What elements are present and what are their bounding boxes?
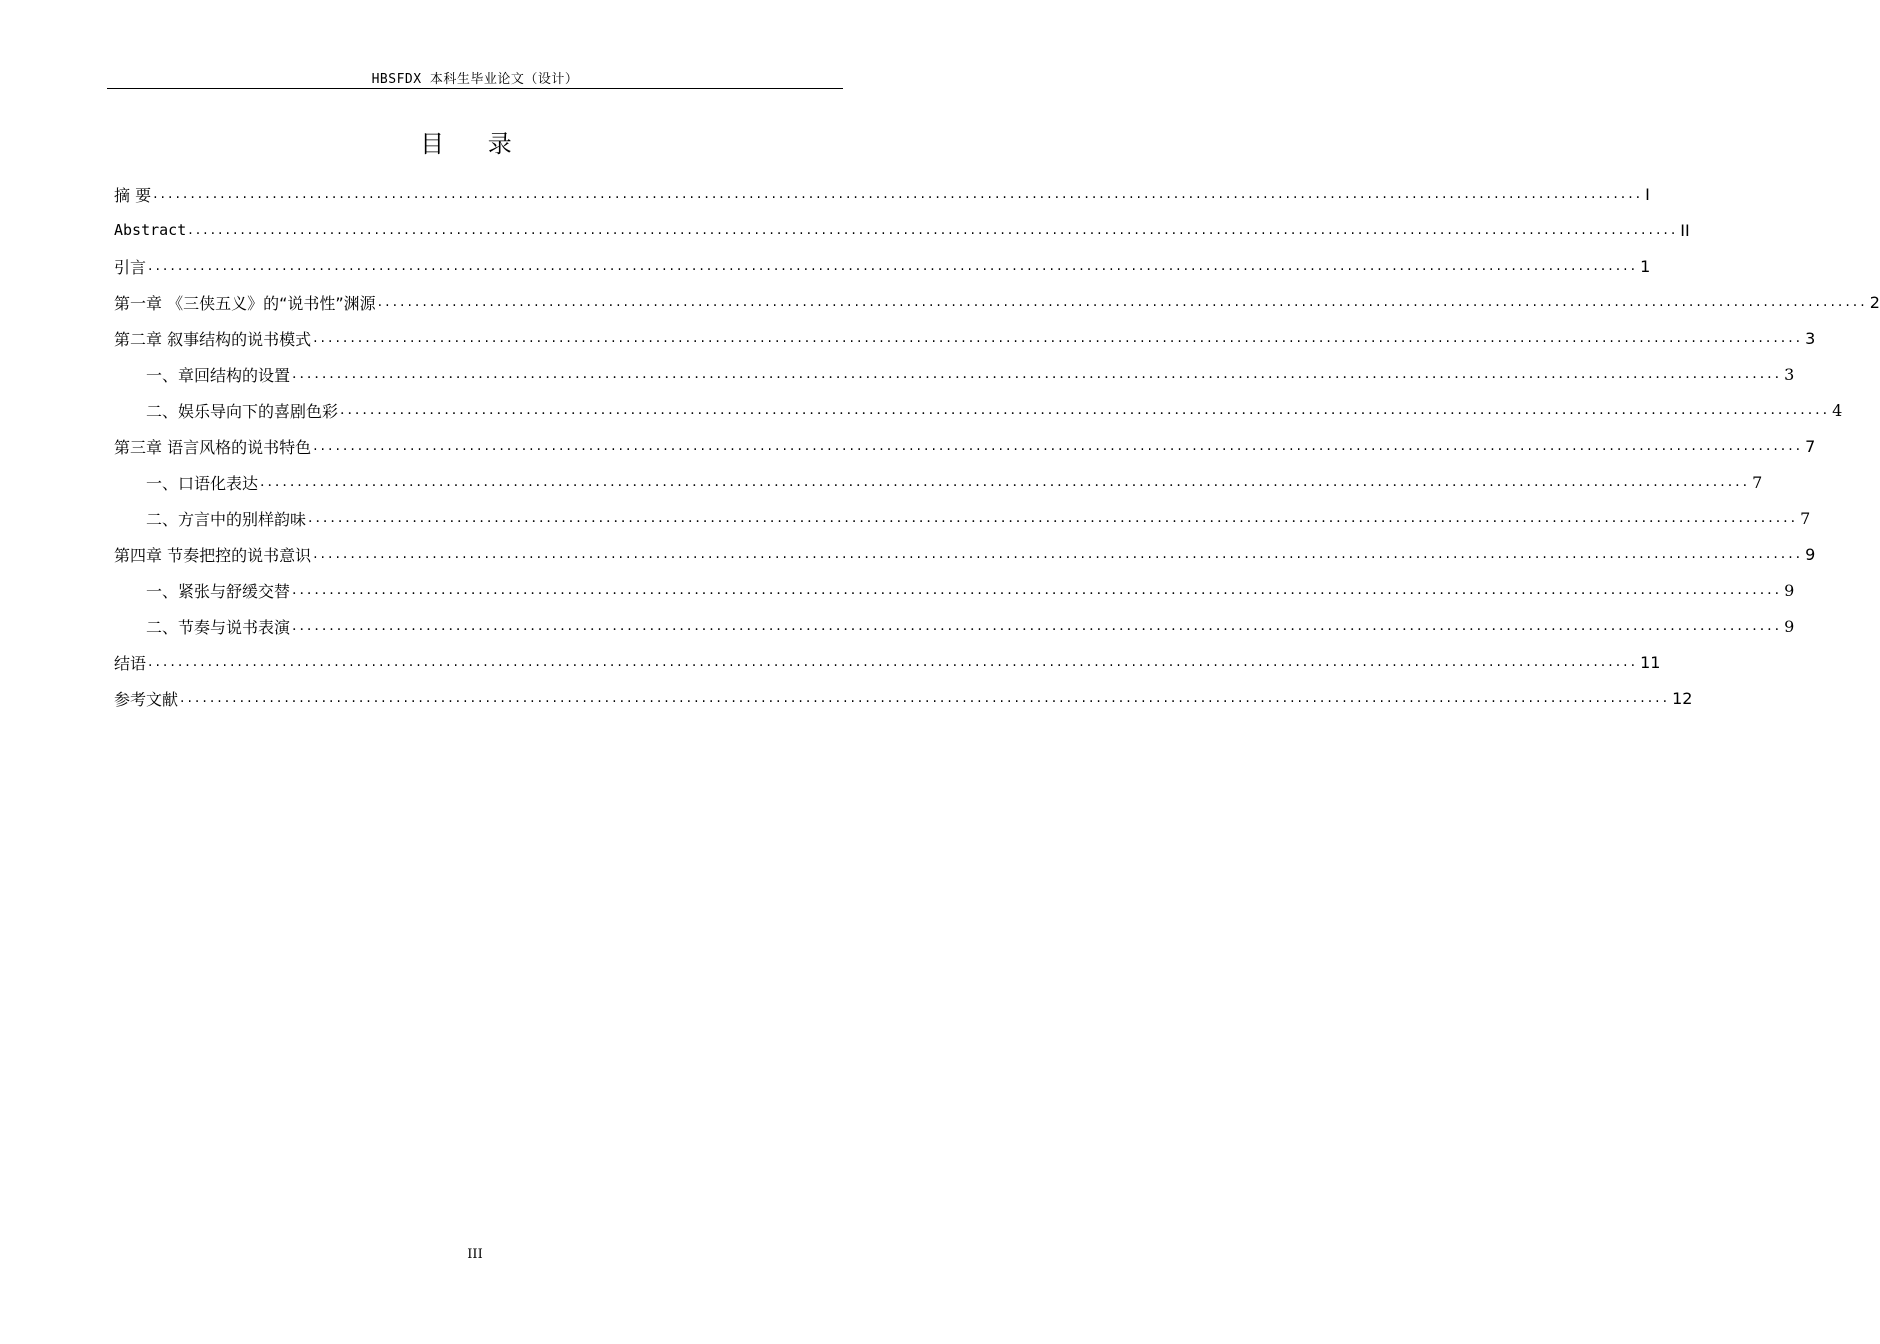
toc-entry-abstract-en[interactable] <box>114 212 1690 248</box>
toc-entry-chapter-1[interactable] <box>114 284 1880 320</box>
toc-entry-label: 结语 <box>114 653 147 673</box>
toc-entry-page: 11 <box>1640 652 1661 672</box>
toc-entry-page: 3 <box>1805 328 1816 348</box>
toc-entry-section-4-2[interactable] <box>114 608 1795 644</box>
toc-title: 目 录 <box>420 130 530 158</box>
toc-leader-dots: ........................................................................................................................................................................................................ <box>153 186 1644 202</box>
toc-entry-page: 1 <box>1640 256 1651 276</box>
toc-leader-dots: ........................................................................................................................................................................................................ <box>188 222 1679 238</box>
page-number: III <box>467 1247 483 1262</box>
toc-leader-dots: ........................................................................................................................................................................................................ <box>313 330 1804 346</box>
toc-entry-page: 12 <box>1672 688 1693 708</box>
toc-leader-dots: ........................................................................................................................................................................................................ <box>313 546 1804 562</box>
toc-entry-page: I <box>1645 184 1650 204</box>
toc-entry-label: 第四章 节奏把控的说书意识 <box>114 545 312 565</box>
toc-entry-page: 9 <box>1784 580 1795 600</box>
toc-entry-label: 二、娱乐导向下的喜剧色彩 <box>146 401 339 421</box>
toc-entry-conclusion[interactable] <box>114 644 1661 680</box>
toc-entry-page: 9 <box>1805 544 1816 564</box>
toc-entry-page: 4 <box>1832 400 1843 420</box>
toc-entry-section-2-2[interactable] <box>114 392 1843 428</box>
toc-entry-label: 引言 <box>114 257 147 277</box>
toc-entry-chapter-4[interactable] <box>114 536 1816 572</box>
toc-entry-chapter-3[interactable] <box>114 428 1816 464</box>
toc-entry-references[interactable] <box>114 680 1693 716</box>
toc-leader-dots: ........................................................................................................................................................................................................ <box>148 258 1639 274</box>
toc-entry-section-3-2[interactable] <box>114 500 1811 536</box>
toc-entry-section-4-1[interactable] <box>114 572 1795 608</box>
toc-entry-label: 第三章 语言风格的说书特色 <box>114 437 312 457</box>
toc-leader-dots: ........................................................................................................................................................................................................ <box>377 294 1868 310</box>
toc-entry-label: 一、口语化表达 <box>146 473 259 493</box>
toc-entry-label: 一、紧张与舒缓交替 <box>146 581 291 601</box>
toc-entry-label: 第一章 《三侠五义》的“说书性”渊源 <box>114 293 376 313</box>
toc-entry-label: 摘 要 <box>114 185 152 205</box>
toc-leader-dots: ........................................................................................................................................................................................................ <box>313 438 1804 454</box>
toc-entry-page: 2 <box>1869 292 1880 312</box>
toc-entry-page: 7 <box>1800 508 1811 528</box>
toc-entry-chapter-2[interactable] <box>114 320 1816 356</box>
toc-leader-dots: ........................................................................................................................................................................................................ <box>292 582 1783 598</box>
toc-entry-label: Abstract <box>114 221 187 239</box>
toc-leader-dots: ........................................................................................................................................................................................................ <box>260 474 1751 490</box>
toc-leader-dots: ........................................................................................................................................................................................................ <box>340 402 1831 418</box>
toc-entry-page: 9 <box>1784 616 1795 636</box>
toc-leader-dots: ........................................................................................................................................................................................................ <box>180 690 1671 706</box>
toc-entry-page: 7 <box>1752 472 1763 492</box>
table-of-contents <box>114 176 1880 716</box>
toc-entry-label: 第二章 叙事结构的说书模式 <box>114 329 312 349</box>
toc-entry-label: 二、方言中的别样韵味 <box>146 509 307 529</box>
toc-entry-section-2-1[interactable] <box>114 356 1795 392</box>
toc-entry-label: 一、章回结构的设置 <box>146 365 291 385</box>
toc-entry-page: 7 <box>1805 436 1816 456</box>
toc-entry-page: 3 <box>1784 364 1795 384</box>
toc-entry-section-3-1[interactable] <box>114 464 1763 500</box>
toc-entry-label: 参考文献 <box>114 689 179 709</box>
toc-entry-page: II <box>1680 220 1690 240</box>
page-header: HBSFDX 本科生毕业论文（设计） <box>107 68 843 89</box>
toc-entry-introduction[interactable] <box>114 248 1651 284</box>
toc-leader-dots: ........................................................................................................................................................................................................ <box>308 510 1799 526</box>
toc-leader-dots: ........................................................................................................................................................................................................ <box>292 618 1783 634</box>
toc-leader-dots: ........................................................................................................................................................................................................ <box>292 366 1783 382</box>
toc-entry-label: 二、节奏与说书表演 <box>146 617 291 637</box>
toc-leader-dots: ........................................................................................................................................................................................................ <box>148 654 1639 670</box>
toc-entry-abstract-cn[interactable] <box>114 176 1650 212</box>
